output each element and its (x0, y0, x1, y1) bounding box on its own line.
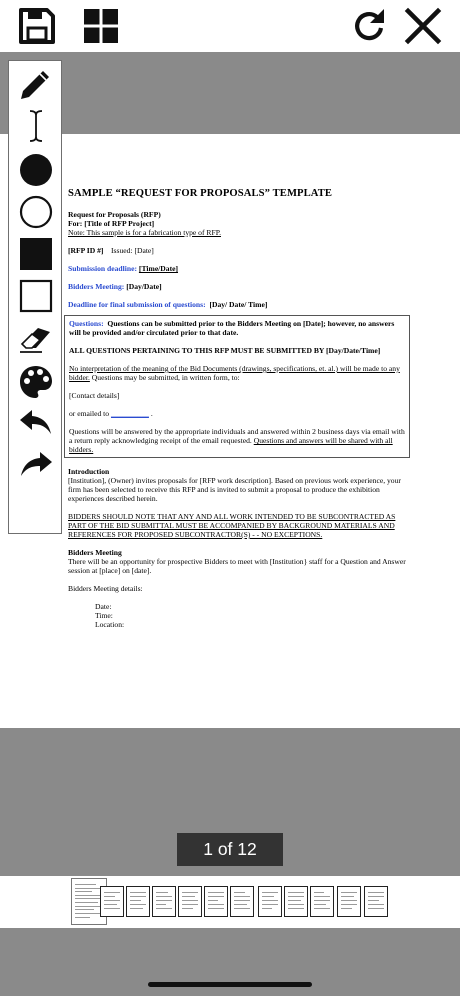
doc-email-link[interactable]: __________ (110, 409, 149, 418)
doc-submission-line (68, 264, 410, 273)
doc-answered-underlined: Questions and answers will be shared with all bidders. (69, 436, 393, 454)
undo-icon[interactable] (17, 405, 55, 443)
doc-submission-label: Submission deadline: (68, 264, 138, 273)
text-cursor-icon[interactable] (17, 107, 55, 145)
doc-final-q-label: Deadline for final submission of questions: (68, 300, 206, 309)
page-thumbnail-10[interactable] (310, 886, 334, 917)
page-thumbnail-11[interactable] (337, 886, 361, 917)
eraser-icon[interactable] (17, 319, 55, 357)
page-thumbnail-6[interactable] (204, 886, 228, 917)
doc-meeting-line (68, 282, 410, 291)
annotation-tool-panel (8, 60, 62, 534)
close-icon[interactable] (403, 6, 443, 46)
doc-emailed-suffix: . (148, 409, 153, 418)
doc-bm-heading: Bidders Meeting (68, 548, 122, 557)
palette-icon[interactable] (17, 363, 55, 401)
redo-icon[interactable] (350, 6, 390, 46)
doc-interpretation-underlined: No interpretation of the meaning of the Bid Documents (drawings, specifications, et. al.) will be made to any bidder. (69, 364, 400, 382)
document-viewer[interactable] (0, 52, 460, 876)
doc-meeting-label: Bidders Meeting: (68, 282, 125, 291)
doc-issued: Issued: [Date] (111, 246, 154, 255)
page-thumbnail-8[interactable] (258, 886, 282, 917)
hollow-square-icon[interactable] (17, 277, 55, 315)
top-toolbar (0, 0, 460, 52)
doc-final-q-value: [Day/ Date/ Time] (209, 300, 268, 309)
doc-submission-value: [Time/Date] (138, 264, 179, 273)
doc-answered (69, 427, 405, 454)
document-page (0, 134, 460, 728)
doc-for-line: For: [Title of RFP Project] (68, 219, 155, 228)
doc-questions (69, 319, 405, 337)
page-thumbnail-3[interactable] (126, 886, 150, 917)
home-indicator[interactable] (148, 982, 312, 987)
page-thumbnail-2[interactable] (100, 886, 124, 917)
doc-questions-text: Questions can be submitted prior to the Bidders Meeting on [Date]; however, no answers will be provided and/or circulated prior to that date. (69, 319, 395, 337)
doc-intro-text: [Institution], (Owner) invites proposals for [RFP work description]. Based on previous work experience, your firm has been selected to receive this RFP and is invited to submit a proposal to produce the exhibition experiences described herein. (68, 476, 401, 503)
doc-interpretation-rest: Questions may be submitted, in written form, to: (89, 373, 240, 382)
filled-circle-icon[interactable] (17, 151, 55, 189)
doc-id-line (68, 246, 410, 255)
doc-title: SAMPLE “REQUEST FOR PROPOSALS” TEMPLATE (68, 188, 333, 199)
doc-bm-text: There will be an opportunity for prospective Bidders to meet with [Institution} staff for a Question and Answer session at [place] on [date]. (68, 557, 406, 575)
page-thumbnail-7[interactable] (230, 886, 254, 917)
doc-interpretation (69, 364, 405, 382)
doc-rfp-id: [RFP ID #] (68, 246, 104, 255)
doc-final-q-line (68, 300, 410, 309)
doc-rfp-line: Request for Proposals (RFP) (68, 210, 161, 219)
hollow-circle-icon[interactable] (17, 193, 55, 231)
doc-location-label: Location: (95, 620, 125, 629)
doc-emailed-prefix: or emailed to (69, 409, 111, 418)
page-indicator: 1 of 12 (177, 833, 283, 866)
thumbnail-strip[interactable] (0, 876, 460, 928)
redo-arrow-icon[interactable] (17, 447, 55, 485)
page-thumbnail-4[interactable] (152, 886, 176, 917)
doc-emailed (69, 409, 405, 418)
doc-all-questions: ALL QUESTIONS PERTAINING TO THIS RFP MUST BE SUBMITTED BY [Day/Date/Time] (69, 346, 381, 355)
doc-date-label: Date: (95, 602, 112, 611)
page-thumbnail-5[interactable] (178, 886, 202, 917)
doc-questions-label: Questions: (69, 319, 104, 328)
doc-answered-text: Questions will be answered by the appropriate individuals and answered within 2 business days via email with a return reply acknowledging receipt of the email requested. (69, 427, 405, 445)
doc-contact: [Contact details] (69, 391, 120, 400)
doc-intro-heading: Introduction (68, 467, 110, 476)
grid-icon[interactable] (81, 6, 121, 46)
pencil-icon[interactable] (17, 65, 55, 103)
doc-time-label: Time: (95, 611, 113, 620)
bottom-area (0, 928, 460, 996)
doc-meeting-value: [Day/Date] (126, 282, 162, 291)
doc-caps-notice: BIDDERS SHOULD NOTE THAT ANY AND ALL WORK INTENDED TO BE SUBCONTRACTED AS PART OF THE BID SUBMITTAL MUST BE ACCOMPANIED BY BACKGROUND MATERIALS AND REFERENCES FOR PROPOSED SUBCONTRACTOR(S) - - NO EXCEPTIONS. (68, 512, 396, 539)
save-icon[interactable] (17, 6, 57, 46)
doc-note-line: Note: This sample is for a fabrication type of RFP. (68, 228, 221, 237)
page-thumbnail-9[interactable] (284, 886, 308, 917)
document-content (68, 188, 410, 629)
filled-square-icon[interactable] (17, 235, 55, 273)
questions-box (64, 315, 410, 458)
page-thumbnail-12[interactable] (364, 886, 388, 917)
doc-bm-details: Bidders Meeting details: (68, 584, 143, 593)
